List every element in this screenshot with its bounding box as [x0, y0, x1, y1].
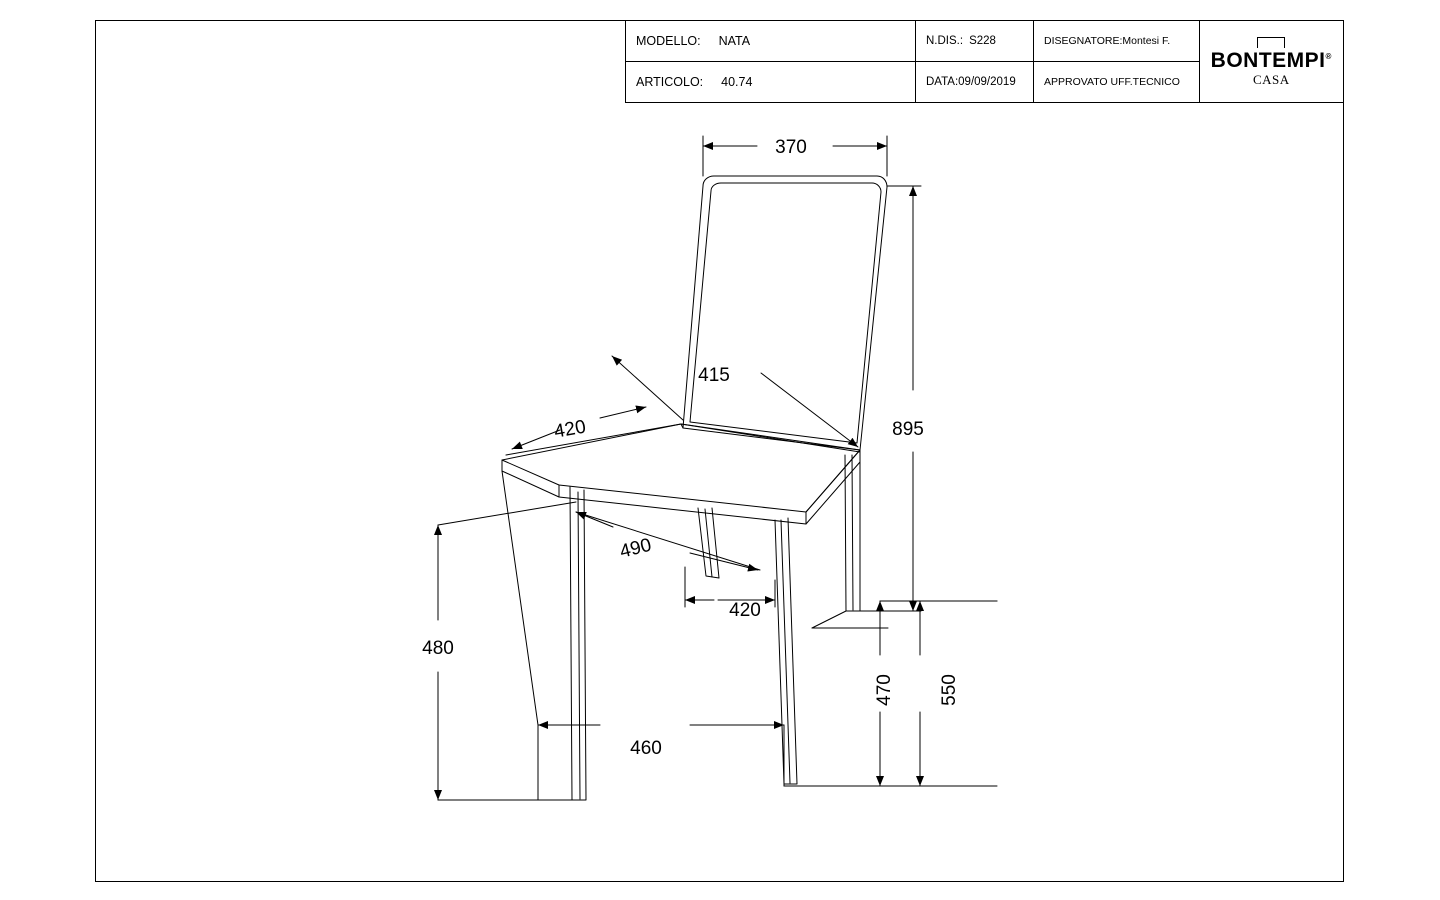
logo-word-text: BONTEMPI [1210, 49, 1326, 72]
dim-470: 470 [874, 674, 895, 706]
articolo-cell [626, 62, 916, 102]
articolo-label: ARTICOLO: [636, 75, 704, 89]
articolo-value: 40.74 [721, 75, 753, 89]
bontempi-logo [1199, 21, 1343, 102]
dim-550: 550 [939, 674, 960, 706]
dim-460: 460 [630, 738, 662, 759]
ndis-cell [916, 21, 1034, 61]
approvato-cell: APPROVATO UFF.TECNICO [1044, 76, 1180, 88]
ndis-value: S228 [969, 35, 996, 47]
dim-490: 490 [617, 534, 654, 563]
dim-895: 895 [892, 419, 924, 440]
dim-370: 370 [775, 137, 807, 158]
data-cell: DATA:09/09/2019 [916, 62, 1034, 102]
modello-value: NATA [718, 34, 751, 48]
logo-wordmark [1211, 50, 1332, 71]
title-block [625, 20, 1344, 103]
dim-480: 480 [422, 638, 454, 659]
logo-mark [1210, 35, 1332, 71]
modello-cell [626, 21, 916, 61]
ndis-label: N.DIS.: [926, 35, 964, 47]
dim-420-left: 420 [552, 416, 588, 443]
dim-415: 415 [698, 365, 730, 386]
title-block-fields [626, 21, 1199, 102]
disegnatore-cell: DISEGNATORE:Montesi F. [1044, 35, 1171, 47]
modello-label: MODELLO: [636, 34, 701, 48]
logo-registered-icon: ® [1325, 52, 1332, 61]
title-block-row-2 [626, 61, 1199, 102]
logo-subtitle: CASA [1252, 72, 1290, 87]
title-block-row-1 [626, 21, 1199, 61]
logo-cap-shape [1257, 37, 1285, 48]
dim-420-lower: 420 [729, 600, 761, 621]
